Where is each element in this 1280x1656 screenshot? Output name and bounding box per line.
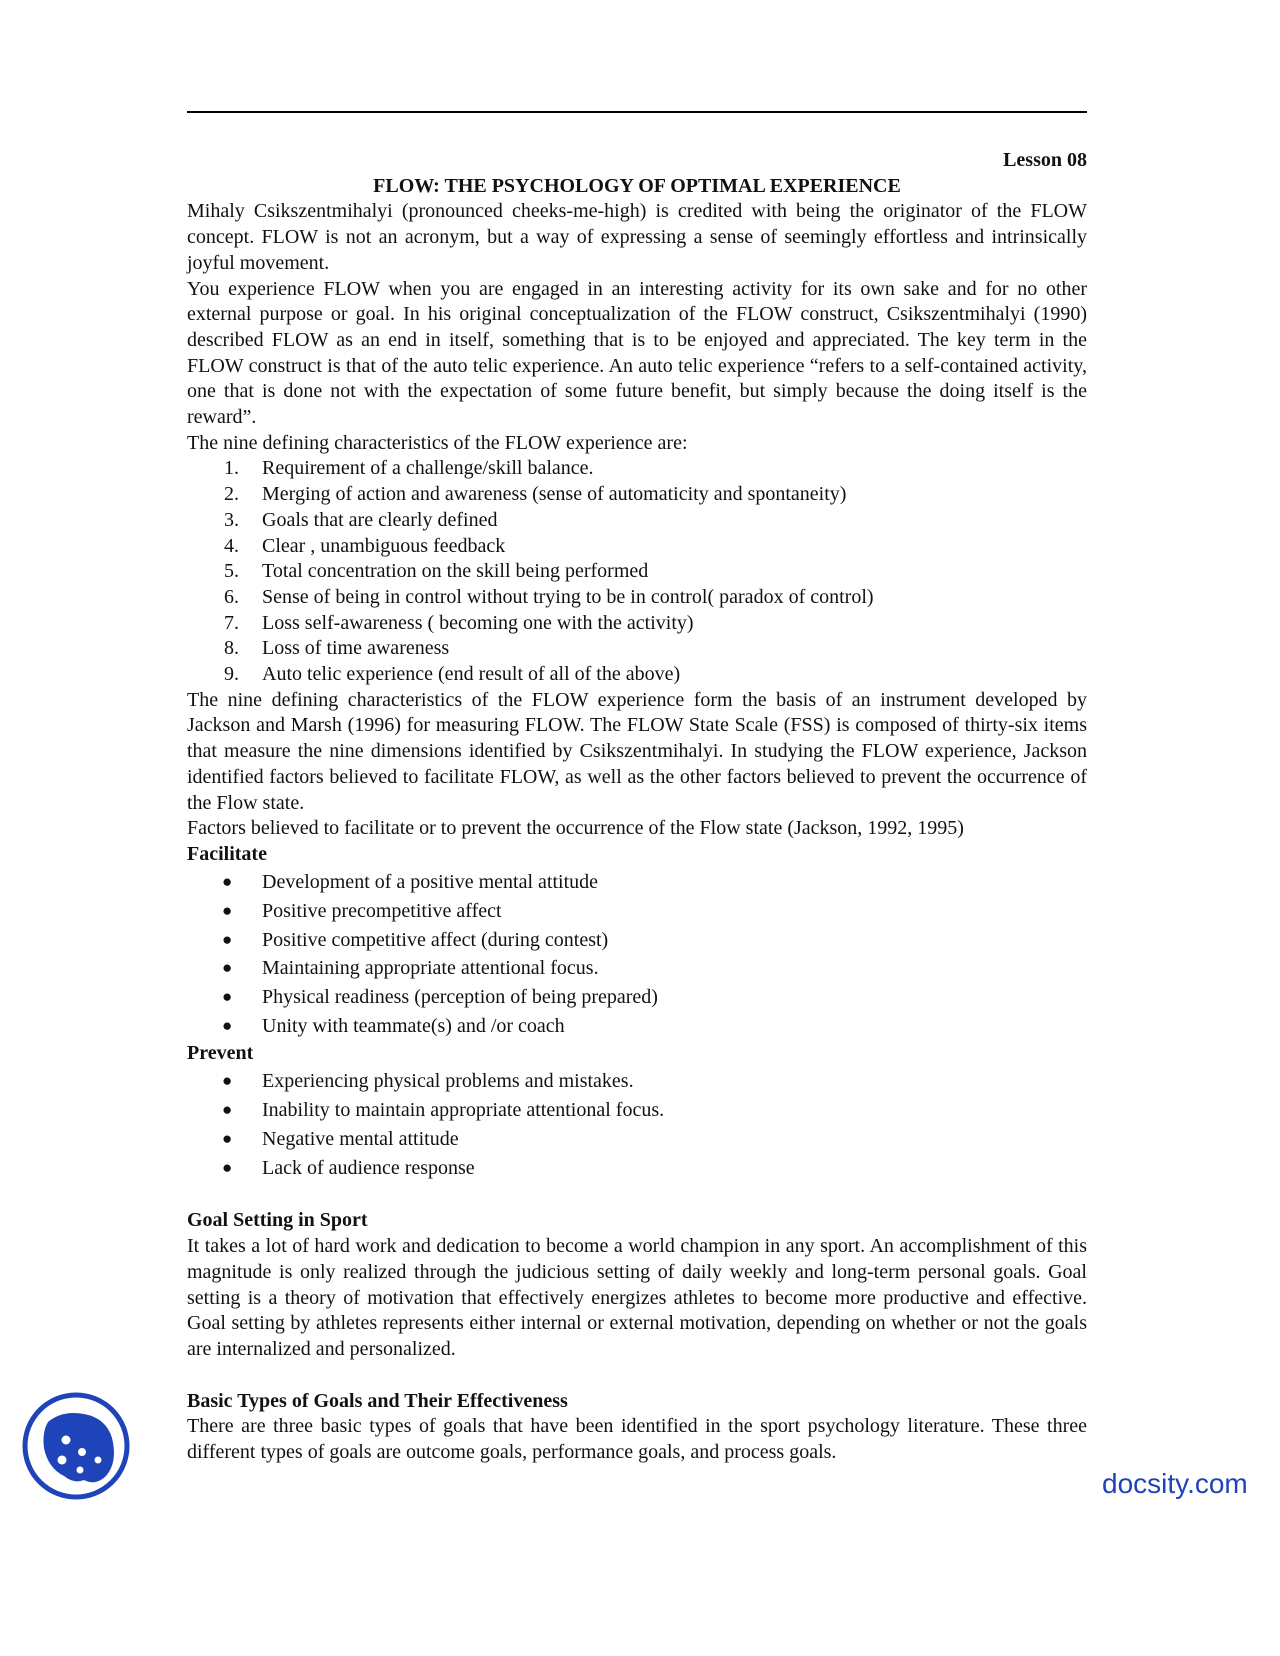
prevent-list xyxy=(187,1067,1087,1183)
list-item: 1. Requirement of a challenge/skill balance. xyxy=(224,457,594,480)
list-item: 4. Clear , unambiguous feedback xyxy=(224,534,506,557)
list-item: 2. Merging of action and awareness (sense of automaticity and spontaneity) xyxy=(224,483,847,506)
bullet-icon: ● xyxy=(222,1128,233,1148)
list-item: ● Positive precompetitive affect xyxy=(187,897,1087,926)
bullet-icon: ● xyxy=(222,871,233,891)
paragraph-intro: Mihaly Csikszentmihalyi (pronounced cheeks-me-high) is credited with being the originator of the FLOW concept. FLOW is not an acronym, but a way of expressing a sense of seemingly effortless and intrinsically joyful movement. xyxy=(187,200,1087,274)
docsity-logo-icon xyxy=(22,1392,130,1500)
document-body xyxy=(187,148,1087,1466)
bullet-icon: ● xyxy=(222,1070,233,1090)
page-title: FLOW: THE PSYCHOLOGY OF OPTIMAL EXPERIENCE xyxy=(373,174,901,197)
list-item: ● Physical readiness (perception of being prepared) xyxy=(187,983,1087,1012)
bullet-icon: ● xyxy=(222,1099,233,1119)
basic-types-heading: Basic Types of Goals and Their Effectiveness xyxy=(187,1389,568,1412)
paragraph-flow-experience: You experience FLOW when you are engaged in an interesting activity for its own sake and for no other external purpose or goal. In his original conceptualization of the FLOW construct, Csikszentmihalyi (1990) described FLOW as an end in itself, something that is to be enjoyed and appreciated. The key term in the FLOW construct is that of the auto telic experience. An auto telic experience “refers to a self-contained activity, one that is done not with the expectation of some future benefit, but simply because the doing itself is the reward”. xyxy=(187,277,1087,429)
list-item: ● Positive competitive affect (during contest) xyxy=(187,926,1087,955)
list-item: ● Lack of audience response xyxy=(187,1154,1087,1183)
bullet-icon: ● xyxy=(222,987,233,1007)
list-item: ● Experiencing physical problems and mistakes. xyxy=(187,1067,1087,1096)
list-item: 9. Auto telic experience (end result of all of the above) xyxy=(224,663,681,686)
list-item: ● Maintaining appropriate attentional focus. xyxy=(187,954,1087,983)
list-item: ● Development of a positive mental attitude xyxy=(187,868,1087,897)
lesson-label: Lesson 08 xyxy=(1003,149,1087,171)
facilitate-heading: Facilitate xyxy=(187,842,267,865)
list-item: 6. Sense of being in control without trying to be in control( paradox of control) xyxy=(224,585,874,608)
bullet-icon: ● xyxy=(222,1016,233,1036)
list-item: 7. Loss self-awareness ( becoming one with the activity) xyxy=(224,611,694,634)
paragraph-factors-intro: Factors believed to facilitate or to prevent the occurrence of the Flow state (Jackson, 1992, 1995) xyxy=(187,817,964,840)
header-rule xyxy=(187,111,1087,113)
list-item: ● Unity with teammate(s) and /or coach xyxy=(187,1012,1087,1041)
bullet-icon: ● xyxy=(222,929,233,949)
paragraph-fss: The nine defining characteristics of the FLOW experience form the basis of an instrument developed by Jackson and Marsh (1996) for measuring FLOW. The FLOW State Scale (FSS) is composed of thirty-six items that measure the nine dimensions identified by Csikszentmihalyi. In studying the FLOW experience, Jackson identified factors believed to facilitate FLOW, as well as the other factors believed to prevent the occurrence of the Flow state. xyxy=(187,688,1087,814)
paragraph-goal-setting: It takes a lot of hard work and dedication to become a world champion in any sport. An accomplishment of this magnitude is only realized through the judicious setting of daily weekly and long-term personal goals. Goal setting is a theory of motivation that effectively energizes athletes to become more productive and effective. Goal setting by athletes represents either internal or external motivation, depending on whether or not the goals are internalized and personalized. xyxy=(187,1235,1087,1360)
docsity-watermark[interactable]: docsity.com xyxy=(1102,1468,1248,1499)
list-item: ● Inability to maintain appropriate attentional focus. xyxy=(187,1096,1087,1125)
list-item: 3. Goals that are clearly defined xyxy=(224,508,498,531)
paragraph-basic-types: There are three basic types of goals that have been identified in the sport psychology literature. These three different types of goals are outcome goals, performance goals, and process goals. xyxy=(187,1415,1087,1464)
goal-setting-heading: Goal Setting in Sport xyxy=(187,1209,368,1232)
list-item: 5. Total concentration on the skill being performed xyxy=(224,560,649,583)
paragraph-characteristics-intro: The nine defining characteristics of the FLOW experience are: xyxy=(187,431,688,454)
list-item: 8. Loss of time awareness xyxy=(224,637,450,660)
list-item: ● Negative mental attitude xyxy=(187,1125,1087,1154)
prevent-heading: Prevent xyxy=(187,1042,254,1065)
facilitate-list xyxy=(187,868,1087,1041)
bullet-icon: ● xyxy=(222,1157,233,1177)
bullet-icon: ● xyxy=(222,958,233,978)
characteristics-list xyxy=(187,456,1087,687)
bullet-icon: ● xyxy=(222,900,233,920)
